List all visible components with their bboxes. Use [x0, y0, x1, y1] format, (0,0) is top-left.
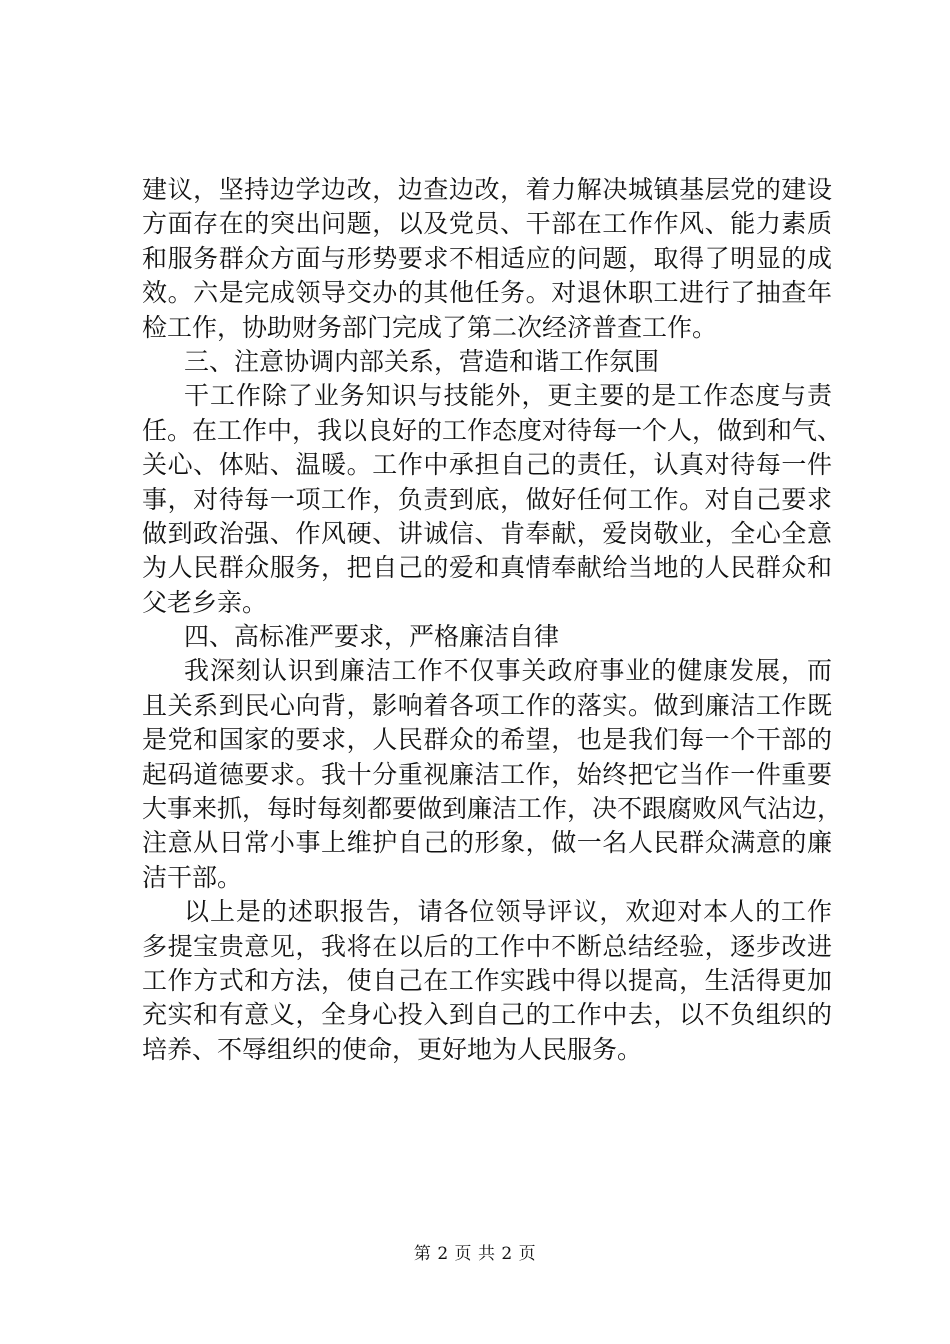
text-line: 和服务群众方面与形势要求不相适应的问题，取得了明显的成 [142, 243, 832, 273]
text-line: 建议，坚持边学边改，边查边改，着力解决城镇基层党的建设 [142, 175, 832, 204]
text-line: 效。六是完成领导交办的其他任务。对退休职工进行了抽查年 [142, 278, 832, 308]
text-line: 注意从日常小事上维护自己的形象，做一名人民群众满意的廉 [142, 828, 832, 858]
text-line: 充实和有意义，全身心投入到自己的工作中去，以不负组织的 [142, 1000, 832, 1030]
text-line: 起码道德要求。我十分重视廉洁工作，始终把它当作一件重要 [142, 759, 832, 789]
text-line: 任。在工作中，我以良好的工作态度对待每一个人，做到和气、 [142, 415, 843, 445]
document-body [142, 173, 843, 1067]
text-line: 大事来抓，每时每刻都要做到廉洁工作，决不跟腐败风气沾边， [142, 794, 843, 824]
text-line: 洁干部。 [142, 862, 243, 892]
text-line: 是党和国家的要求，人民群众的希望，也是我们每一个干部的 [142, 725, 832, 755]
section-heading: 三、注意协调内部关系，营造和谐工作氛围 [184, 346, 660, 376]
text-line: 我深刻认识到廉洁工作不仅事关政府事业的健康发展，而 [184, 656, 832, 686]
text-line: 以上是的述职报告，请各位领导评议，欢迎对本人的工作 [184, 897, 832, 927]
text-line: 方面存在的突出问题，以及党员、干部在工作作风、能力素质 [142, 209, 832, 239]
page-number-footer: 第 2 页 共 2 页 [413, 1244, 537, 1264]
text-line: 父老乡亲。 [142, 587, 268, 617]
section-heading: 四、高标准严要求，严格廉洁自律 [184, 622, 560, 652]
text-line: 干工作除了业务知识与技能外，更主要的是工作态度与责 [184, 381, 832, 411]
text-line: 关心、体贴、温暖。工作中承担自己的责任，认真对待每一件 [142, 450, 832, 480]
text-line: 做到政治强、作风硬、讲诚信、肯奉献，爱岗敬业，全心全意 [142, 518, 832, 548]
text-line: 多提宝贵意见，我将在以后的工作中不断总结经验，逐步改进 [142, 931, 832, 961]
text-line: 且关系到民心向背，影响着各项工作的落实。做到廉洁工作既 [142, 690, 832, 720]
text-line: 为人民群众服务，把自己的爱和真情奉献给当地的人民群众和 [142, 553, 832, 583]
text-line: 事，对待每一项工作，负责到底，做好任何工作。对自己要求 [142, 484, 832, 514]
text-line: 检工作，协助财务部门完成了第二次经济普查工作。 [142, 312, 718, 342]
text-line: 培养、不辱组织的使命，更好地为人民服务。 [142, 1034, 643, 1064]
text-line: 工作方式和方法，使自己在工作实践中得以提高，生活得更加 [142, 965, 832, 995]
